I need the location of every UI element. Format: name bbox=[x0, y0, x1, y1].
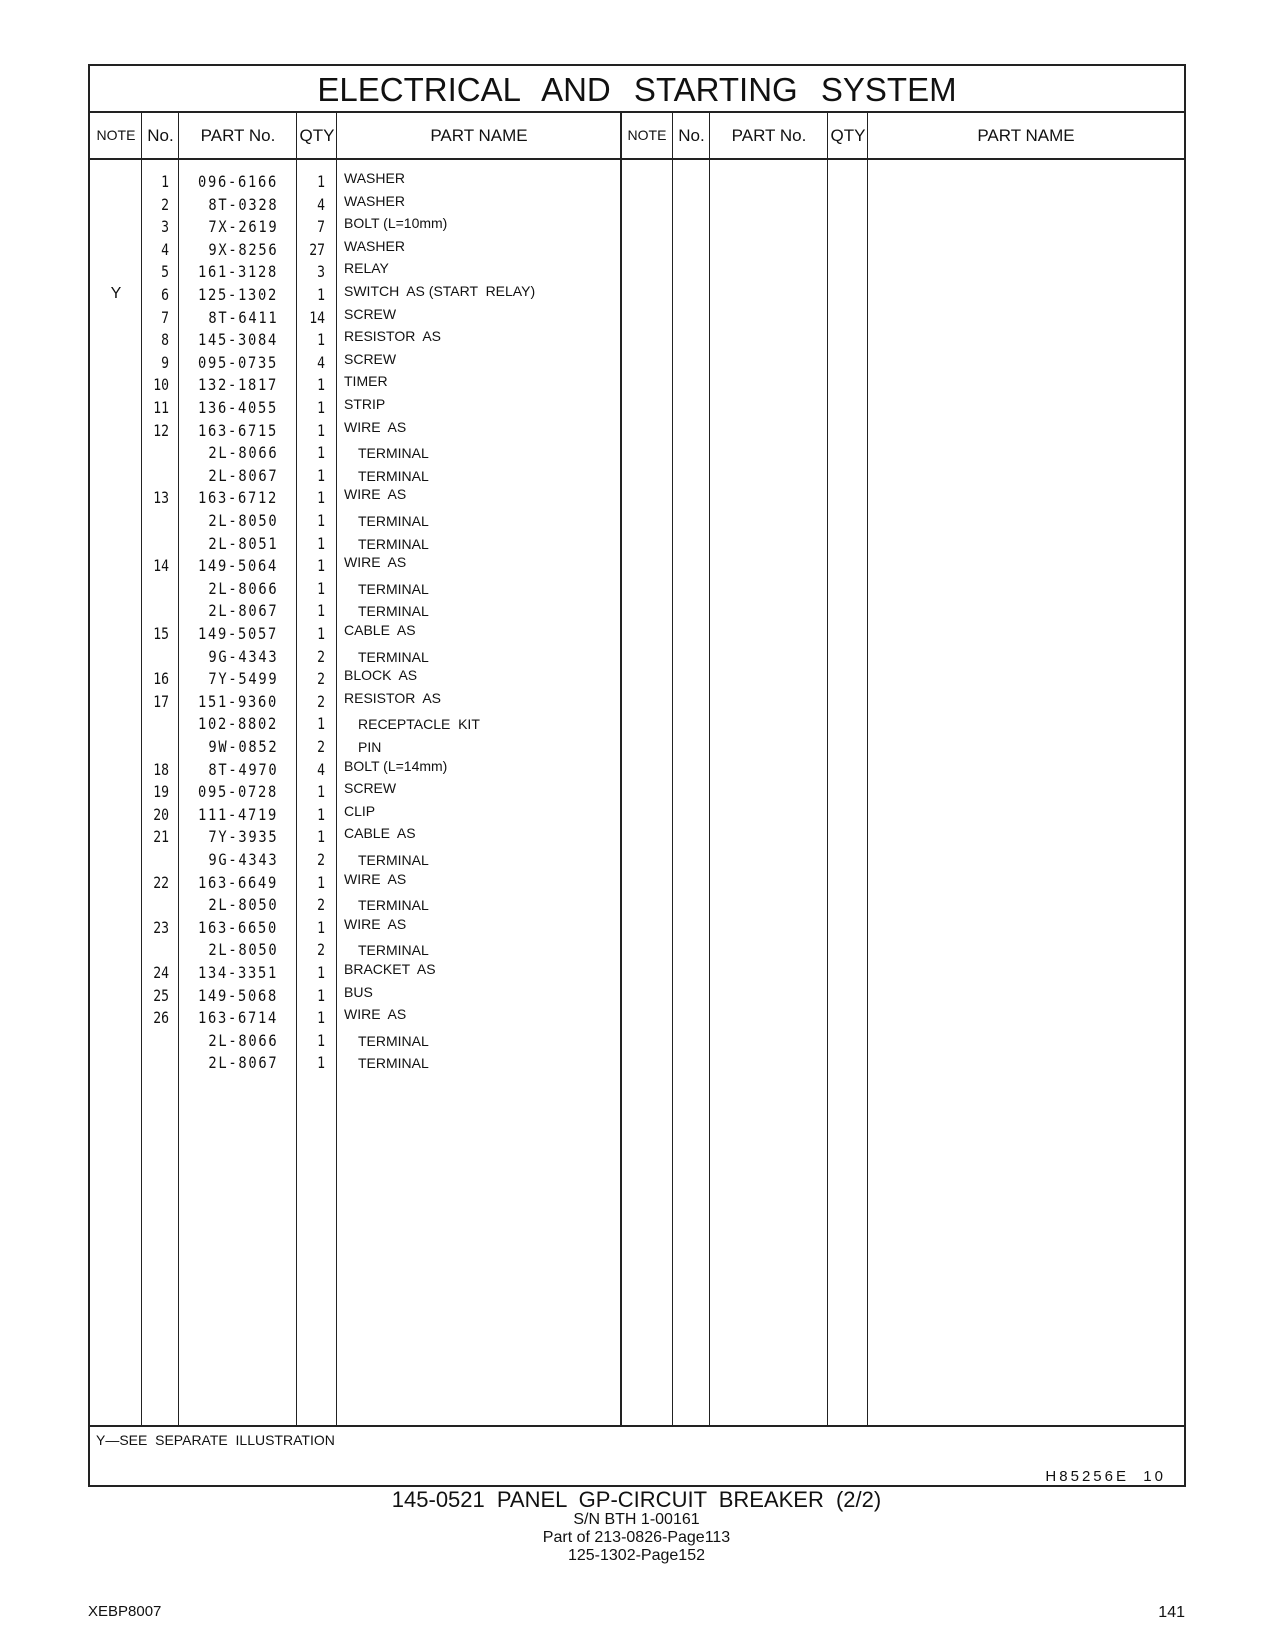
table-row bbox=[90, 688, 1184, 711]
table-row bbox=[90, 756, 1184, 779]
part-number-cell: 9G-4343 bbox=[207, 646, 278, 666]
part-name-cell: WIRE AS bbox=[344, 915, 407, 932]
quantity-cell: 1 bbox=[317, 804, 325, 824]
item-number-cell: 23 bbox=[153, 917, 169, 937]
quantity-cell: 1 bbox=[317, 285, 325, 304]
quantity-cell: 27 bbox=[309, 239, 325, 259]
part-number-cell: 2L-8066 bbox=[207, 578, 278, 598]
part-name-cell: TERMINAL bbox=[358, 580, 429, 597]
part-number-cell: 096-6166 bbox=[197, 172, 278, 191]
item-number-cell: 3 bbox=[161, 217, 169, 237]
quantity-cell: 1 bbox=[317, 601, 325, 621]
part-name-cell: TERMINAL bbox=[358, 1055, 429, 1072]
item-number-cell: 1 bbox=[161, 172, 169, 191]
quantity-cell: 1 bbox=[317, 624, 325, 643]
item-number-cell: 26 bbox=[153, 1008, 169, 1028]
part-number-cell: 2L-8067 bbox=[207, 1053, 278, 1073]
item-number-cell: 25 bbox=[153, 985, 169, 1005]
item-number-cell: 24 bbox=[153, 963, 169, 982]
part-name-cell: RESISTOR AS bbox=[344, 328, 441, 345]
part-name-cell: TERMINAL bbox=[358, 445, 429, 462]
quantity-cell: 2 bbox=[317, 940, 325, 960]
table-row bbox=[90, 168, 1184, 191]
item-number-cell: 9 bbox=[161, 352, 169, 372]
quantity-cell: 7 bbox=[317, 217, 325, 237]
table-row bbox=[90, 349, 1184, 372]
part-name-cell: PIN bbox=[358, 739, 382, 755]
part-name-cell: BOLT (L=10mm) bbox=[344, 215, 448, 232]
quantity-cell: 1 bbox=[317, 578, 325, 598]
header-part-name-right: PART NAME bbox=[977, 126, 1075, 145]
part-number-cell: 102-8802 bbox=[197, 714, 278, 734]
quantity-cell: 1 bbox=[317, 1053, 325, 1073]
part-name-cell: SCREW bbox=[344, 305, 397, 322]
quantity-cell: 1 bbox=[317, 1008, 325, 1028]
part-number-cell: 163-6650 bbox=[197, 917, 278, 937]
part-number-cell: 163-6712 bbox=[197, 488, 278, 508]
table-row bbox=[90, 507, 1184, 530]
part-number-cell: 132-1817 bbox=[197, 375, 278, 395]
quantity-cell: 1 bbox=[317, 917, 325, 937]
table-row bbox=[90, 710, 1184, 733]
item-number-cell: 7 bbox=[161, 307, 169, 327]
part-name-cell: CABLE AS bbox=[344, 622, 416, 638]
item-number-cell: 16 bbox=[153, 669, 169, 689]
header-no-left: No. bbox=[147, 126, 174, 145]
table-row bbox=[90, 191, 1184, 214]
table-row bbox=[90, 304, 1184, 327]
table-bottom-rule bbox=[90, 1425, 1184, 1427]
quantity-cell: 4 bbox=[317, 194, 325, 214]
caption-serial: S/N BTH 1-00161 bbox=[573, 1511, 700, 1528]
part-name-cell: SCREW bbox=[344, 350, 397, 367]
part-number-cell: 151-9360 bbox=[197, 691, 278, 711]
table-row bbox=[90, 891, 1184, 914]
part-number-cell: 145-3084 bbox=[197, 330, 278, 350]
part-name-cell: TERMINAL bbox=[358, 467, 429, 484]
note-cell: Y bbox=[110, 285, 122, 302]
quantity-cell: 1 bbox=[317, 375, 325, 395]
part-name-cell: RELAY bbox=[344, 260, 389, 277]
table-row bbox=[90, 982, 1184, 1005]
parts-list-frame bbox=[88, 64, 1186, 1487]
part-number-cell: 163-6714 bbox=[197, 1008, 278, 1028]
quantity-cell: 2 bbox=[317, 646, 325, 666]
quantity-cell: 3 bbox=[317, 262, 325, 282]
item-number-cell: 21 bbox=[153, 827, 169, 847]
part-number-cell: 134-3351 bbox=[197, 963, 278, 982]
header-qty-right: QTY bbox=[830, 126, 866, 145]
part-name-cell: TERMINAL bbox=[358, 942, 429, 959]
part-name-cell: TERMINAL bbox=[358, 852, 429, 868]
quantity-cell: 1 bbox=[317, 330, 325, 350]
quantity-cell: 2 bbox=[317, 691, 325, 711]
part-number-cell: 2L-8066 bbox=[207, 1030, 278, 1050]
part-name-cell: TERMINAL bbox=[358, 1032, 429, 1049]
part-number-cell: 111-4719 bbox=[197, 804, 278, 824]
quantity-cell: 1 bbox=[317, 714, 325, 734]
table-row bbox=[90, 394, 1184, 417]
part-number-cell: 2L-8050 bbox=[207, 511, 278, 530]
table-row bbox=[90, 665, 1184, 688]
table-row bbox=[90, 281, 1184, 304]
part-number-cell: 7X-2619 bbox=[207, 217, 278, 237]
quantity-cell: 4 bbox=[317, 759, 325, 779]
part-name-cell: TERMINAL bbox=[358, 648, 429, 665]
part-name-cell: WASHER bbox=[344, 170, 405, 186]
quantity-cell: 1 bbox=[317, 443, 325, 463]
caption-title: 145-0521 PANEL GP-CIRCUIT BREAKER (2/2) bbox=[391, 1487, 882, 1512]
part-number-cell: 9W-0852 bbox=[207, 737, 278, 756]
part-number-cell: 2L-8050 bbox=[207, 940, 278, 960]
part-number-cell: 163-6715 bbox=[197, 420, 278, 440]
table-row bbox=[90, 643, 1184, 666]
part-name-cell: RECEPTACLE KIT bbox=[358, 716, 480, 733]
footnote: Y—SEE SEPARATE ILLUSTRATION bbox=[96, 1432, 335, 1448]
quantity-cell: 2 bbox=[317, 669, 325, 689]
part-number-cell: 2L-8050 bbox=[207, 895, 278, 915]
caption-reference: 125-1302-Page152 bbox=[567, 1547, 705, 1564]
table-row bbox=[90, 1027, 1184, 1050]
part-name-cell: WASHER bbox=[344, 237, 405, 254]
part-number-cell: 2L-8051 bbox=[207, 533, 278, 553]
quantity-cell: 2 bbox=[317, 737, 325, 756]
part-number-cell: 161-3128 bbox=[197, 262, 278, 282]
item-number-cell: 2 bbox=[161, 194, 169, 214]
part-number-cell: 149-5064 bbox=[197, 556, 278, 576]
page-number: 141 bbox=[1158, 1604, 1185, 1621]
table-row bbox=[90, 1004, 1184, 1027]
table-row bbox=[90, 326, 1184, 349]
table-row bbox=[90, 733, 1184, 756]
part-name-cell: SWITCH AS (START RELAY) bbox=[344, 283, 536, 299]
item-number-cell: 4 bbox=[161, 239, 169, 259]
item-number-cell: 5 bbox=[161, 262, 169, 282]
quantity-cell: 4 bbox=[317, 352, 325, 372]
item-number-cell: 17 bbox=[153, 691, 169, 711]
part-name-cell: WIRE AS bbox=[344, 418, 407, 435]
item-number-cell: 22 bbox=[153, 872, 169, 892]
quantity-cell: 1 bbox=[317, 1030, 325, 1050]
item-number-cell: 12 bbox=[153, 420, 169, 440]
table-row bbox=[90, 801, 1184, 824]
part-name-cell: STRIP bbox=[344, 396, 386, 412]
quantity-cell: 1 bbox=[317, 782, 325, 802]
table-row bbox=[90, 869, 1184, 892]
quantity-cell: 1 bbox=[317, 511, 325, 530]
part-number-cell: 7Y-3935 bbox=[207, 827, 278, 847]
part-number-cell: 8T-0328 bbox=[207, 194, 278, 214]
header-note-right: NOTE bbox=[627, 127, 667, 143]
part-name-cell: WASHER bbox=[344, 192, 405, 209]
table-row bbox=[90, 823, 1184, 846]
part-name-cell: CABLE AS bbox=[344, 825, 416, 842]
part-number-cell: 7Y-5499 bbox=[207, 669, 278, 689]
item-number-cell: 8 bbox=[161, 330, 169, 350]
part-name-cell: TERMINAL bbox=[358, 513, 429, 529]
part-name-cell: TERMINAL bbox=[358, 897, 429, 914]
part-number-cell: 2L-8067 bbox=[207, 465, 278, 485]
page-title: ELECTRICAL AND STARTING SYSTEM bbox=[90, 66, 1184, 113]
table-row bbox=[90, 552, 1184, 575]
part-name-cell: BUS bbox=[344, 983, 373, 1000]
table-row bbox=[90, 371, 1184, 394]
item-number-cell: 6 bbox=[161, 285, 169, 304]
table-row bbox=[90, 462, 1184, 485]
part-name-cell: BLOCK AS bbox=[344, 667, 418, 684]
quantity-cell: 1 bbox=[317, 985, 325, 1005]
part-name-cell: WIRE AS bbox=[344, 554, 407, 571]
quantity-cell: 1 bbox=[317, 420, 325, 440]
part-number-cell: 095-0735 bbox=[197, 352, 278, 372]
table-row bbox=[90, 846, 1184, 869]
quantity-cell: 2 bbox=[317, 895, 325, 915]
table-row bbox=[90, 1049, 1184, 1072]
quantity-cell: 1 bbox=[317, 533, 325, 553]
table-row bbox=[90, 959, 1184, 982]
part-number-cell: 136-4055 bbox=[197, 398, 278, 417]
table-row bbox=[90, 530, 1184, 553]
part-name-cell: TIMER bbox=[344, 373, 388, 390]
table-row bbox=[90, 620, 1184, 643]
table-row bbox=[90, 597, 1184, 620]
table-header bbox=[90, 113, 1184, 160]
quantity-cell: 14 bbox=[309, 307, 325, 327]
part-number-cell: 2L-8067 bbox=[207, 601, 278, 621]
quantity-cell: 1 bbox=[317, 465, 325, 485]
item-number-cell: 15 bbox=[153, 624, 169, 643]
table-row bbox=[90, 575, 1184, 598]
part-name-cell: TERMINAL bbox=[358, 603, 429, 620]
table-row bbox=[90, 258, 1184, 281]
item-number-cell: 18 bbox=[153, 759, 169, 779]
item-number-cell: 19 bbox=[153, 782, 169, 802]
part-name-cell: RESISTOR AS bbox=[344, 689, 441, 706]
header-part-no-left: PART No. bbox=[200, 126, 276, 145]
part-number-cell: 095-0728 bbox=[197, 782, 278, 802]
part-name-cell: BRACKET AS bbox=[344, 961, 436, 977]
part-name-cell: TERMINAL bbox=[358, 535, 429, 552]
part-name-cell: CLIP bbox=[344, 802, 376, 819]
item-number-cell: 11 bbox=[153, 398, 169, 417]
table-row bbox=[90, 484, 1184, 507]
header-part-name-left: PART NAME bbox=[430, 126, 528, 145]
part-number-cell: 163-6649 bbox=[197, 872, 278, 892]
part-number-cell: 149-5057 bbox=[197, 624, 278, 643]
item-number-cell: 20 bbox=[153, 804, 169, 824]
caption-part-of: Part of 213-0826-Page113 bbox=[542, 1529, 731, 1546]
part-name-cell: SCREW bbox=[344, 780, 397, 797]
part-name-cell: WIRE AS bbox=[344, 870, 407, 887]
quantity-cell: 1 bbox=[317, 827, 325, 847]
header-part-no-right: PART No. bbox=[731, 126, 807, 145]
part-name-cell: WIRE AS bbox=[344, 1006, 407, 1023]
part-number-cell: 2L-8066 bbox=[207, 443, 278, 463]
table-row bbox=[90, 778, 1184, 801]
part-name-cell: WIRE AS bbox=[344, 486, 407, 503]
part-number-cell: 125-1302 bbox=[197, 285, 278, 304]
header-qty-left: QTY bbox=[299, 126, 335, 145]
table-row bbox=[90, 914, 1184, 937]
header-no-right: No. bbox=[678, 126, 705, 145]
quantity-cell: 1 bbox=[317, 556, 325, 576]
item-number-cell: 14 bbox=[153, 556, 169, 576]
illustration-code: H85256E 10 bbox=[1045, 1468, 1166, 1485]
quantity-cell: 1 bbox=[317, 398, 325, 417]
table-row bbox=[90, 417, 1184, 440]
item-number-cell: 10 bbox=[153, 375, 169, 395]
quantity-cell: 2 bbox=[317, 850, 325, 869]
quantity-cell: 1 bbox=[317, 488, 325, 508]
table-row bbox=[90, 236, 1184, 259]
item-number-cell: 13 bbox=[153, 488, 169, 508]
table-row bbox=[90, 213, 1184, 236]
part-name-cell: BOLT (L=14mm) bbox=[344, 757, 448, 774]
header-note-left: NOTE bbox=[96, 127, 136, 143]
part-number-cell: 9X-8256 bbox=[207, 239, 278, 259]
table-row bbox=[90, 936, 1184, 959]
quantity-cell: 1 bbox=[317, 172, 325, 191]
quantity-cell: 1 bbox=[317, 872, 325, 892]
quantity-cell: 1 bbox=[317, 963, 325, 982]
part-number-cell: 9G-4343 bbox=[207, 850, 278, 869]
part-number-cell: 8T-4970 bbox=[207, 759, 278, 779]
part-number-cell: 8T-6411 bbox=[207, 307, 278, 327]
table-row bbox=[90, 439, 1184, 462]
document-id: XEBP8007 bbox=[88, 1603, 162, 1620]
part-number-cell: 149-5068 bbox=[197, 985, 278, 1005]
